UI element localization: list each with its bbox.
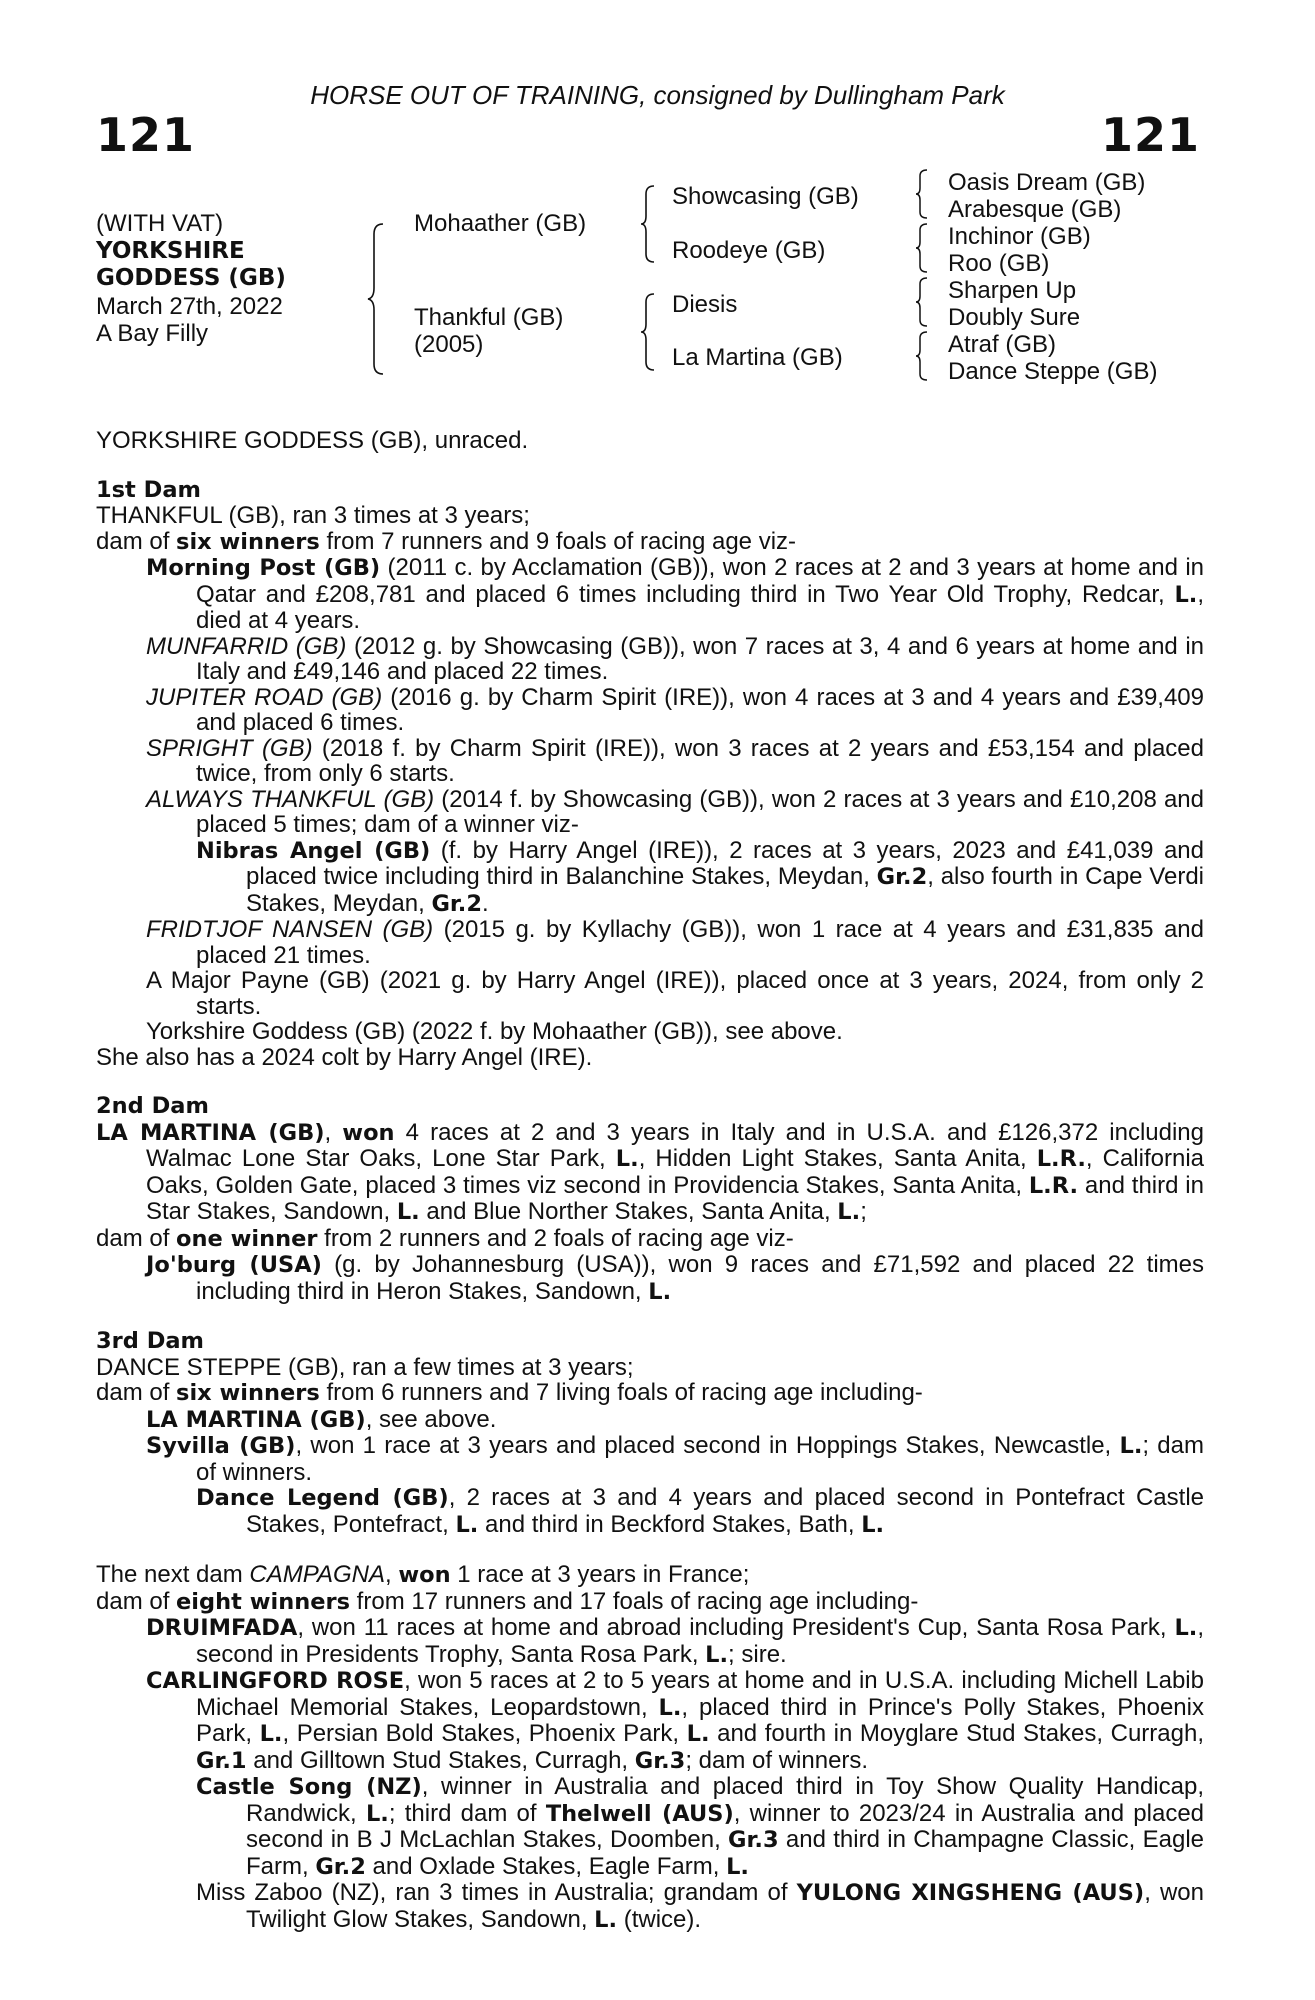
sire-sire: Showcasing (GB) [672, 183, 859, 210]
produce-dance-legend: Dance Legend (GB), 2 races at 3 and 4 years and placed second in Pontefract Castle Stakes, Pontefract, L. and third in Beckford Stakes, Bath, L. [196, 1484, 1204, 1538]
second-dam-record: LA MARTINA (GB), won 4 races at 2 and 3 years in Italy and in U.S.A. and £126,372 including Walmac Lone Star Oaks, Lone Star Park, L., Hidden Light Stakes, Santa Anita, L.R., California Oaks, Golden Gate, placed 3 times viz second in Providencia Stakes, Santa Anita, L.R. and third in Star Stakes, Sandown, L. and Blue Norther Stakes, Santa Anita, L.; [96, 1118, 1205, 1225]
g3-dance-steppe: Dance Steppe (GB) [948, 358, 1158, 385]
produce-2024-colt: She also has a 2024 colt by Harry Angel (IRE). [96, 1043, 593, 1071]
sire-name: Mohaather (GB) [414, 210, 587, 237]
produce-always-thankful: ALWAYS THANKFUL (GB) (2014 f. by Showcasing (GB)), won 2 races at 3 years and £10,208 and placed 5 times; dam of a winner viz- [146, 785, 1204, 838]
dam-dam: La Martina (GB) [672, 344, 843, 371]
fourth-dam-line: The next dam CAMPAGNA, won 1 race at 3 years in France; [96, 1561, 750, 1588]
dam-year: (2005) [414, 331, 484, 358]
lot-number-right: 121 [1100, 108, 1200, 162]
fourth-dam-produce-line: dam of eight winners from 17 runners and 17 foals of racing age including- [96, 1587, 919, 1615]
brace-g3-1 [914, 168, 930, 220]
catalogue-body [96, 428, 1204, 1933]
sire-dam: Roodeye (GB) [672, 237, 826, 264]
g3-oasis-dream: Oasis Dream (GB) [948, 169, 1146, 196]
g3-roo: Roo (GB) [948, 250, 1050, 277]
second-dam-produce-line: dam of one winner from 2 runners and 2 foals of racing age viz- [96, 1224, 794, 1252]
produce-castle-song: Castle Song (NZ), winner in Australia and placed third in Toy Show Quality Handicap, Randwick, L.; third dam of Thelwell (AUS), winner to 2023/24 in Australia and placed second in B J McLachlan Stakes, Doomben, Gr.3 and third in Champagne Classic, Eagle Farm, Gr.2 and Oxlade Stakes, Eagle Farm, L. [196, 1773, 1205, 1880]
horse-name-line2: GODDESS (GB) [96, 265, 286, 291]
produce-morning-post: Morning Post (GB) (2011 c. by Acclamation (GB)), won 2 races at 2 and 3 years at home and in Qatar and £208,781 and placed 6 times including third in Two Year Old Trophy, Redcar, L., died at 4 years. [146, 554, 1205, 634]
produce-syvilla: Syvilla (GB), won 1 race at 3 years and placed second in Hoppings Stakes, Newcastle, L.; dam of winners. [146, 1432, 1204, 1486]
dam-sire: Diesis [672, 291, 738, 318]
lot-number-left: 121 [96, 108, 196, 162]
third-dam-heading: 3rd Dam [96, 1328, 204, 1354]
foaling-date: March 27th, 2022 [96, 293, 283, 320]
third-dam-produce-line: dam of six winners from 6 runners and 7 living foals of racing age including- [96, 1379, 923, 1406]
dam-name: Thankful (GB) [414, 304, 564, 331]
g3-atraf: Atraf (GB) [948, 331, 1057, 358]
horse-name-line1: YORKSHIRE [96, 238, 245, 264]
produce-jupiter-road: JUPITER ROAD (GB) (2016 g. by Charm Spirit (IRE)), won 4 races at 3 and 4 years and £39,409 and placed 6 times. [146, 683, 1205, 736]
g3-doubly-sure: Doubly Sure [948, 304, 1081, 331]
first-dam-heading: 1st Dam [96, 476, 201, 503]
brace-sire-line [639, 184, 657, 264]
g3-sharpen-up: Sharpen Up [948, 277, 1077, 304]
brace-g3-2 [914, 222, 930, 274]
produce-nibras-angel: Nibras Angel (GB) (f. by Harry Angel (IRE)), 2 races at 3 years, 2023 and £41,039 and placed twice including third in Balanchine Stakes, Meydan, Gr.2, also fourth in Cape Verdi Stakes, Meydan, Gr.2. [196, 836, 1204, 917]
brace-dam-line [639, 292, 657, 372]
produce-la-martina: LA MARTINA (GB), see above. [146, 1405, 497, 1433]
produce-spright: SPRIGHT (GB) (2018 f. by Charm Spirit (IRE)), won 3 races at 2 years and £53,154 and placed twice, from only 6 starts. [146, 734, 1204, 787]
produce-a-major-payne: A Major Payne (GB) (2021 g. by Harry Angel (IRE)), placed once at 3 years, 2024, from only 2 starts. [146, 967, 1204, 1020]
pedigree-table [96, 166, 1206, 396]
third-dam-line: DANCE STEPPE (GB), ran a few times at 3 years; [96, 1353, 634, 1381]
produce-carlingford-rose: CARLINGFORD ROSE, won 5 races at 2 to 5 years at home and in U.S.A. including Michell Labib Michael Memorial Stakes, Leopardstown, L., placed third in Prince's Polly Stakes, Phoenix Park, L., Persian Bold Stakes, Phoenix Park, L. and fourth in Moyglare Stud Stakes, Curragh, Gr.1 and Gilltown Stud Stakes, Curragh, Gr.3; dam of winners. [146, 1667, 1205, 1774]
brace-gen1 [366, 222, 386, 376]
produce-fridtjof-nansen: FRIDTJOF NANSEN (GB) (2015 g. by Kyllachy (GB)), won 1 race at 4 years and £31,835 and placed 21 times. [146, 916, 1204, 969]
consignment-title: HORSE OUT OF TRAINING, consigned by Dullingham Park [310, 80, 1005, 110]
brace-g3-3 [914, 276, 930, 328]
vat-note: (WITH VAT) [96, 210, 224, 237]
g3-inchinor: Inchinor (GB) [948, 223, 1091, 250]
produce-munfarrid: MUNFARRID (GB) (2012 g. by Showcasing (GB)), won 7 races at 3, 4 and 6 years at home and in Italy and £49,146 and placed 22 times. [146, 632, 1204, 685]
g3-arabesque: Arabesque (GB) [948, 196, 1122, 223]
produce-joburg: Jo'burg (USA) (g. by Johannesburg (USA)), won 9 races and £71,592 and placed 22 times including third in Heron Stakes, Sandown, L. [146, 1251, 1205, 1305]
second-dam-heading: 2nd Dam [96, 1093, 209, 1119]
produce-druimfada: DRUIMFADA, won 11 races at home and abroad including President's Cup, Santa Rosa Park, L., second in Presidents Trophy, Santa Rosa Park, L.; sire. [146, 1614, 1204, 1668]
first-dam-produce-line: dam of six winners from 7 runners and 9 foals of racing age viz- [96, 527, 797, 555]
first-dam-line: THANKFUL (GB), ran 3 times at 3 years; [96, 502, 530, 529]
horse-description: A Bay Filly [96, 320, 209, 347]
brace-g3-4 [914, 330, 930, 382]
produce-miss-zaboo: Miss Zaboo (NZ), ran 3 times in Australia; grandam of YULONG XINGSHENG (AUS), won Twilight Glow Stakes, Sandown, L. (twice). [196, 1879, 1204, 1933]
produce-yorkshire-goddess: Yorkshire Goddess (GB) (2022 f. by Mohaather (GB)), see above. [146, 1018, 843, 1045]
intro-line: YORKSHIRE GODDESS (GB), unraced. [96, 427, 529, 454]
